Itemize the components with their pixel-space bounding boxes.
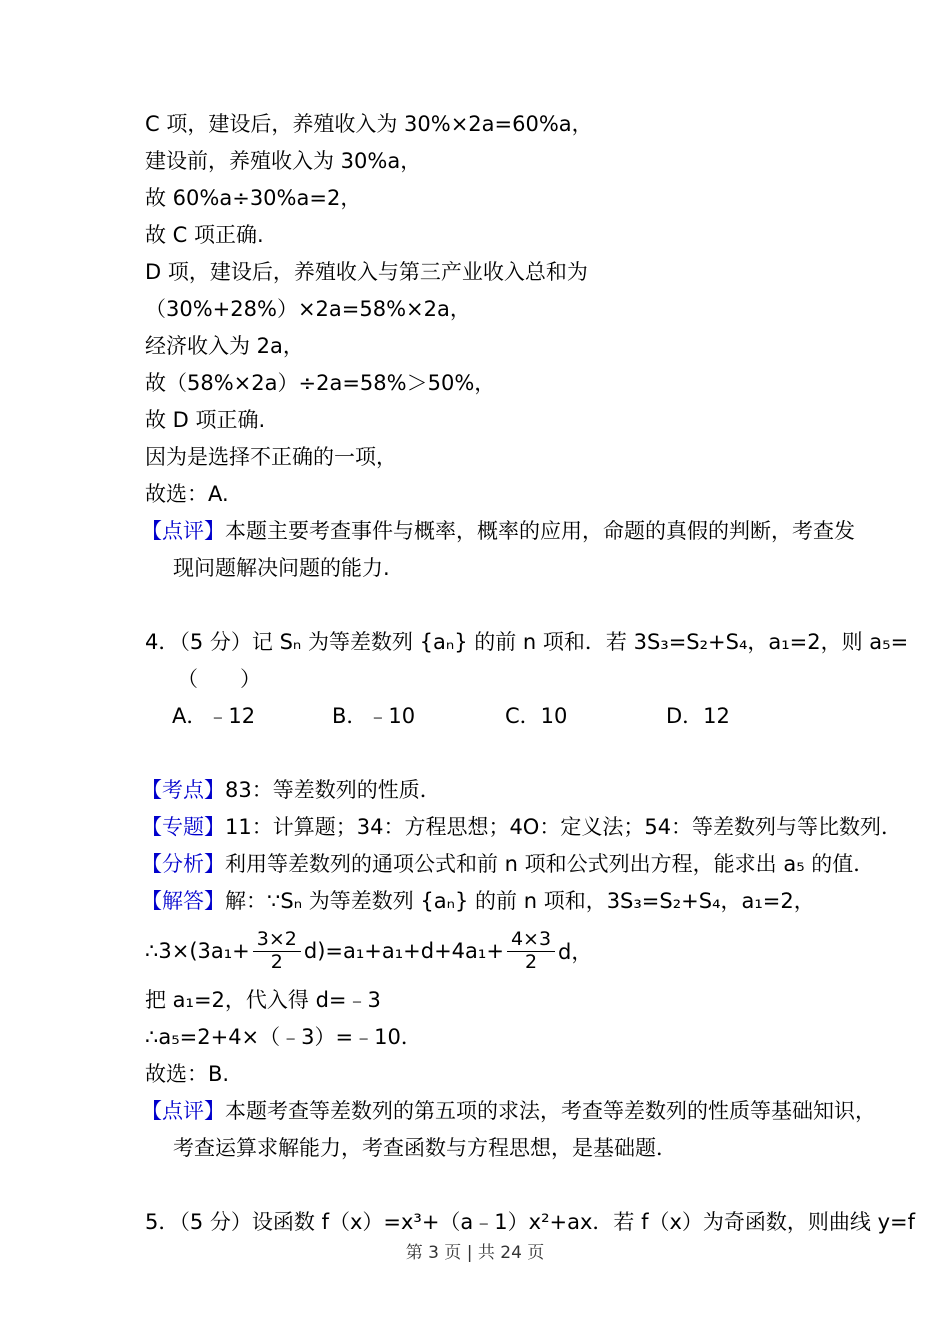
solution-tag: 【解答】: [141, 889, 225, 913]
solution-step: 把 a₁=2，代入得 d=﹣3: [145, 988, 381, 1012]
math-fraction: [253, 929, 301, 974]
topic-paragraph: [141, 809, 903, 846]
blank-line: [145, 587, 865, 624]
answer-line: 故选：A.: [145, 482, 229, 506]
topic-tag: 【专题】: [141, 815, 225, 839]
comment-paragraph: [141, 1093, 876, 1130]
solution-line: 故 D 项正确.: [145, 408, 266, 432]
equation-with-fractions: [145, 920, 865, 982]
knowledge-point-paragraph: [141, 772, 865, 809]
blank-line: [145, 735, 865, 772]
answer-line: 故选：B.: [145, 1062, 230, 1086]
solution-line: （30%+28%）×2a=58%×2a，: [145, 297, 471, 321]
solution-paragraph: [141, 883, 865, 920]
solution-step: ∴a₅=2+4×（﹣3）=﹣10．: [145, 1025, 422, 1049]
fraction-numerator: 3×2: [253, 929, 301, 952]
option-b: B．﹣10: [332, 704, 416, 728]
equation-middle: d)=a₁+a₁+d+4a₁+: [303, 939, 504, 963]
question-5-stem: 5．（5 分）设函数 f（x）=x³+（a﹣1）x²+ax．若 f（x）为奇函数，则曲线 y=f: [145, 1210, 915, 1234]
solution-line: 因为是选择不正确的一项，: [145, 445, 397, 469]
fraction-numerator: 4×3: [507, 929, 555, 952]
comment-tag: 【点评】: [141, 519, 225, 543]
fraction-denominator: 2: [270, 950, 283, 973]
solution-line: 建设前，养殖收入为 30%a，: [145, 149, 422, 173]
solution-line: 故 60%a÷30%a=2，: [145, 186, 362, 210]
solution-line: 故（58%×2a）÷2a=58%＞50%，: [145, 371, 496, 395]
analysis-tag: 【分析】: [141, 852, 225, 876]
page-footer: [0, 1240, 950, 1266]
page-number-indicator: 第 3 页 | 共 24 页: [405, 1243, 545, 1263]
equation-suffix: d，: [558, 940, 593, 964]
comment-tag: 【点评】: [141, 1099, 225, 1123]
comment-text: 本题考查等差数列的第五项的求法，考查等差数列的性质等基础知识，: [225, 1099, 876, 1123]
question-4-options: [145, 698, 865, 735]
question-4-stem: 4．（5 分）记 Sₙ 为等差数列 {aₙ} 的前 n 项和．若 3S₃=S₂+S₄，a₁=2，则 a₅=: [145, 630, 909, 654]
knowledge-point-text: 83：等差数列的性质．: [225, 778, 441, 802]
analysis-paragraph: [141, 846, 875, 883]
solution-line: D 项，建设后，养殖收入与第三产业收入总和为: [145, 260, 588, 284]
page-content: [141, 106, 915, 1241]
math-fraction: [507, 929, 555, 974]
blank-line: [145, 1167, 865, 1204]
comment-text-continued: 考查运算求解能力，考查函数与方程思想，是基础题．: [173, 1136, 677, 1160]
solution-line: 故 C 项正确.: [145, 223, 264, 247]
comment-text-continued: 现问题解决问题的能力.: [173, 556, 390, 580]
solution-line: 经济收入为 2a，: [145, 334, 304, 358]
knowledge-point-tag: 【考点】: [141, 778, 225, 802]
solution-line: C 项，建设后，养殖收入为 30%×2a=60%a，: [145, 112, 593, 136]
option-a: A．﹣12: [172, 704, 256, 728]
comment-text: 本题主要考查事件与概率，概率的应用，命题的真假的判断，考查发: [225, 519, 855, 543]
solution-text: 解：∵Sₙ 为等差数列 {aₙ} 的前 n 项和，3S₃=S₂+S₄，a₁=2，: [225, 889, 815, 913]
option-c: C．10: [505, 704, 568, 728]
option-d: D．12: [666, 704, 730, 728]
topic-text: 11：计算题；34：方程思想；4O：定义法；54：等差数列与等比数列．: [225, 815, 903, 839]
fraction-denominator: 2: [524, 950, 538, 973]
question-4-answer-blank: （ ）: [177, 667, 261, 691]
comment-paragraph: [141, 513, 865, 550]
analysis-text: 利用等差数列的通项公式和前 n 项和公式列出方程，能求出 a₅ 的值．: [225, 852, 875, 876]
equation-prefix: ∴3×(3a₁+: [145, 939, 250, 963]
